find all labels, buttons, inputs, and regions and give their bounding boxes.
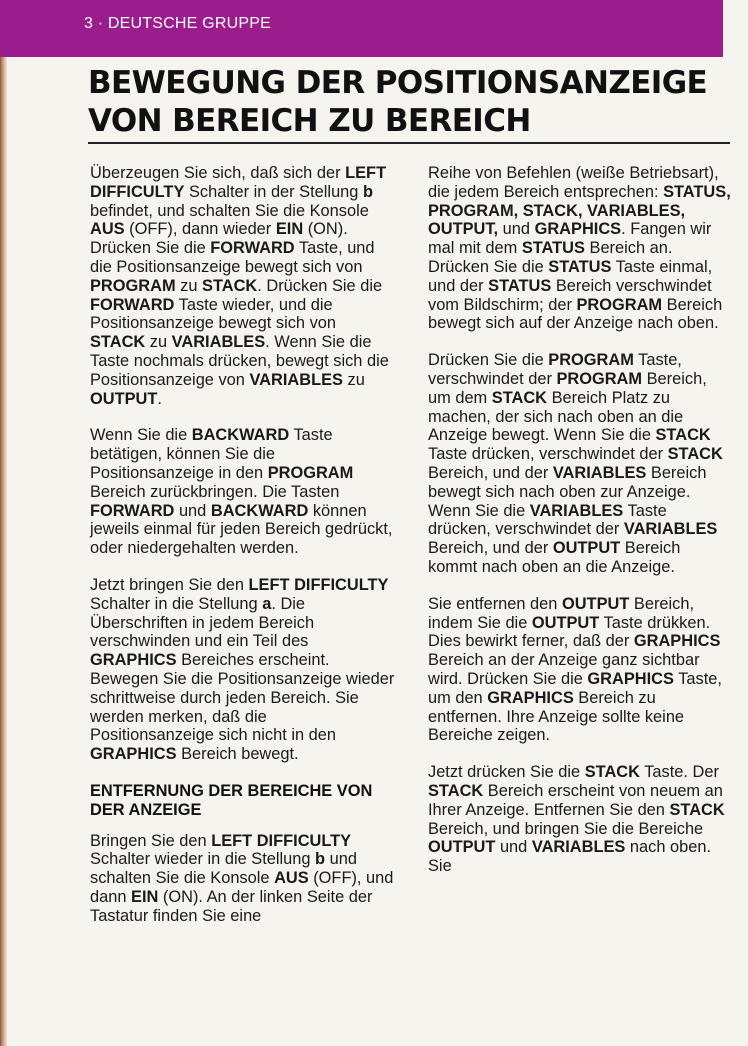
- page-title-line-2: VON BEREICH ZU BEREICH: [88, 103, 531, 139]
- text-run: Taste, um den: [428, 669, 722, 707]
- bold-term: OUTPUT: [428, 838, 496, 857]
- text-run: zu: [175, 276, 203, 295]
- text-run: Bereich an. Drücken Sie die: [428, 239, 673, 276]
- bold-term: STATUS: [548, 257, 612, 276]
- bold-term: PROGRAM: [576, 295, 663, 314]
- body-paragraph: [428, 351, 734, 577]
- right-column-paragraphs: [428, 164, 734, 876]
- bold-term: LEFT DIFFICULTY: [90, 164, 387, 201]
- text-run: und: [495, 838, 532, 857]
- text-run: (ON). An der linken Seite der Tastatur finden Sie eine: [90, 887, 373, 925]
- bold-term: a: [262, 594, 272, 613]
- text-run: Bereich Platz zu machen, der sich nach oben an die Anzeige bewegt. Wenn Sie die: [428, 388, 684, 445]
- bold-term: BACKWARD: [210, 501, 309, 520]
- right-column: [428, 164, 734, 894]
- text-run: Taste drücken, verschwindet der: [428, 501, 667, 539]
- bold-term: STATUS: [521, 239, 585, 258]
- bold-term: GRAPHICS: [90, 651, 177, 670]
- text-run: Reihe von Befehlen (weiße Betriebsart), die jedem Bereich entsprechen:: [428, 164, 719, 201]
- section-subheading: ENTFERNUNG DER BEREICHE VON DER ANZEIGE: [90, 781, 373, 819]
- text-run: Bereich, und der: [428, 539, 553, 558]
- bold-term: GRAPHICS: [90, 745, 177, 764]
- text-run: Taste drücken, verschwindet der: [428, 445, 668, 464]
- text-run: Taste, verschwindet der: [428, 351, 682, 388]
- bold-term: GRAPHICS: [587, 669, 674, 688]
- bold-term: LEFT DIFFICULTY: [211, 831, 352, 850]
- text-run: (ON). Drücken Sie die: [90, 220, 348, 258]
- bold-term: VARIABLES: [531, 838, 626, 857]
- text-run: Bereich zurückbringen. Die Tasten: [90, 482, 340, 501]
- section-header-label: 3 · DEUTSCHE GRUPPE: [84, 15, 271, 32]
- text-run: Bereich kommt nach oben an die Anzeige.: [428, 539, 681, 576]
- bold-term: b: [362, 182, 373, 201]
- bold-term: FORWARD: [90, 501, 175, 520]
- text-run: . Drücken Sie die: [257, 276, 383, 295]
- bold-term: VARIABLES: [623, 520, 718, 539]
- bold-term: STACK: [655, 426, 711, 445]
- text-run: Schalter in die Stellung: [90, 594, 263, 613]
- text-run: Bereich, indem Sie die: [428, 594, 695, 632]
- text-run: nach oben. Sie: [428, 838, 712, 876]
- bold-term: VARIABLES: [249, 370, 343, 389]
- text-run: (OFF), dann wieder: [124, 220, 276, 239]
- text-run: Bereich verschwindet vom Bildschirm; der: [428, 276, 712, 314]
- text-run: und: [498, 220, 535, 239]
- text-run: Überzeugen Sie sich, daß sich der: [90, 164, 346, 182]
- body-paragraph: [90, 426, 395, 558]
- page-title: [88, 64, 738, 140]
- bold-term: b: [315, 850, 326, 869]
- left-column-paragraphs: [90, 164, 395, 764]
- bold-term: STACK: [90, 333, 146, 352]
- bold-term: FORWARD: [210, 239, 295, 258]
- text-run: . Wenn Sie die Taste nochmals drücken, bewegt sich die Positionsanzeige von: [90, 333, 389, 389]
- text-run: Bereich bewegt sich auf der Anzeige nach oben.: [428, 295, 723, 333]
- bold-term: GRAPHICS: [633, 632, 721, 651]
- bold-term: EIN: [131, 887, 159, 906]
- left-column: [90, 164, 395, 943]
- text-run: Sie entfernen den: [428, 594, 562, 613]
- bold-term: OUTPUT: [531, 613, 600, 632]
- text-run: Taste wieder, und die Positionsanzeige bewegt sich von: [90, 295, 337, 333]
- bold-term: STACK: [667, 445, 723, 464]
- bold-term: PROGRAM: [267, 463, 354, 482]
- bold-term: PROGRAM: [548, 351, 634, 370]
- title-divider: [88, 142, 730, 144]
- text-run: Bereich, und der: [428, 463, 553, 482]
- text-run: Jetzt bringen Sie den: [90, 575, 249, 594]
- bold-term: GRAPHICS: [534, 220, 622, 239]
- section-header-band: [0, 0, 723, 57]
- body-paragraph: [428, 595, 734, 745]
- bold-term: STACK: [584, 763, 640, 782]
- text-run: Bereich, und bringen Sie die Bereiche: [428, 819, 704, 838]
- bold-term: PROGRAM: [556, 369, 643, 388]
- text-run: und schalten Sie die Konsole: [90, 850, 357, 888]
- bold-term: FORWARD: [90, 295, 175, 314]
- text-run: Bereich an der Anzeige ganz sichtbar wird. Drücken Sie die: [428, 651, 700, 688]
- bold-term: OUTPUT: [90, 389, 158, 408]
- text-run: Taste betätigen, können Sie die Positionsanzeige in den: [90, 426, 333, 482]
- bold-term: STACK: [428, 781, 484, 800]
- text-run: Bereiches erscheint. Bewegen Sie die Positionsanzeige wieder schrittweise durch jeden Bereich. Sie werden merken, daß die Positionsanzeige sich nicht in den: [90, 651, 395, 745]
- bold-term: AUS: [274, 869, 309, 888]
- body-paragraph: [90, 576, 395, 764]
- text-run: Bereich bewegt.: [176, 745, 299, 764]
- page-binding-edge: [0, 0, 7, 1046]
- body-paragraph: [90, 164, 395, 408]
- left-column-after-paragraphs: [90, 832, 395, 926]
- text-run: Taste, und die Positionsanzeige bewegt sich von: [90, 239, 375, 276]
- body-paragraph: [90, 832, 395, 926]
- bold-term: STACK: [491, 388, 548, 407]
- text-run: . Die Überschriften in jedem Bereich verschwinden und ein Teil des: [90, 594, 315, 651]
- text-run: und: [174, 501, 211, 520]
- bold-term: BACKWARD: [191, 426, 290, 445]
- text-run: Jetzt drücken Sie die: [428, 763, 585, 782]
- bold-term: PROGRAM: [90, 276, 176, 295]
- text-run: . Fangen wir mal mit dem: [428, 220, 712, 258]
- bold-term: GRAPHICS: [487, 688, 574, 707]
- text-run: Bereich zu entfernen. Ihre Anzeige sollte keine Bereiche zeigen.: [428, 688, 685, 745]
- body-paragraph: [428, 164, 734, 333]
- bold-term: STACK: [669, 800, 725, 819]
- bold-term: STACK: [202, 276, 258, 295]
- bold-term: VARIABLES: [171, 333, 266, 352]
- body-paragraph: [428, 763, 734, 876]
- text-run: Taste. Der: [639, 763, 719, 782]
- bold-term: OUTPUT: [552, 539, 621, 558]
- bold-term: EIN: [275, 220, 304, 239]
- text-run: (OFF), und dann: [90, 869, 394, 906]
- text-run: Schalter in der Stellung: [184, 182, 363, 201]
- text-run: Bereich, um dem: [428, 369, 707, 407]
- text-run: .: [157, 389, 162, 408]
- bold-term: STATUS, PROGRAM, STACK, VARIABLES, OUTPUT,: [428, 182, 731, 239]
- text-run: Wenn Sie die: [90, 426, 192, 445]
- page-title-line-1: BEWEGUNG DER POSITIONSANZEIGE: [88, 65, 708, 101]
- text-run: Taste drükken. Dies bewirkt ferner, daß der: [428, 613, 711, 651]
- text-run: Bereich erscheint von neuem an Ihrer Anzeige. Entfernen Sie den: [428, 781, 723, 819]
- bold-term: STATUS: [488, 276, 552, 295]
- text-run: zu: [342, 370, 365, 389]
- text-run: befindet, und schalten Sie die Konsole: [90, 201, 369, 220]
- bold-term: LEFT DIFFICULTY: [248, 575, 389, 594]
- bold-term: VARIABLES: [552, 463, 647, 482]
- text-run: Schalter wieder in die Stellung: [90, 850, 316, 869]
- bold-term: OUTPUT: [561, 594, 630, 613]
- bold-term: AUS: [90, 220, 125, 239]
- text-run: Bringen Sie den: [90, 831, 212, 850]
- text-run: Bereich bewegt sich nach oben zur Anzeige. Wenn Sie die: [428, 463, 707, 520]
- text-run: Taste einmal, und der: [428, 257, 713, 295]
- text-run: Drücken Sie die: [428, 351, 549, 370]
- text-run: zu: [145, 333, 172, 352]
- bold-term: VARIABLES: [529, 501, 624, 520]
- text-run: können jeweils einmal für jeden Bereich gedrückt, oder niedergehalten werden.: [90, 501, 393, 558]
